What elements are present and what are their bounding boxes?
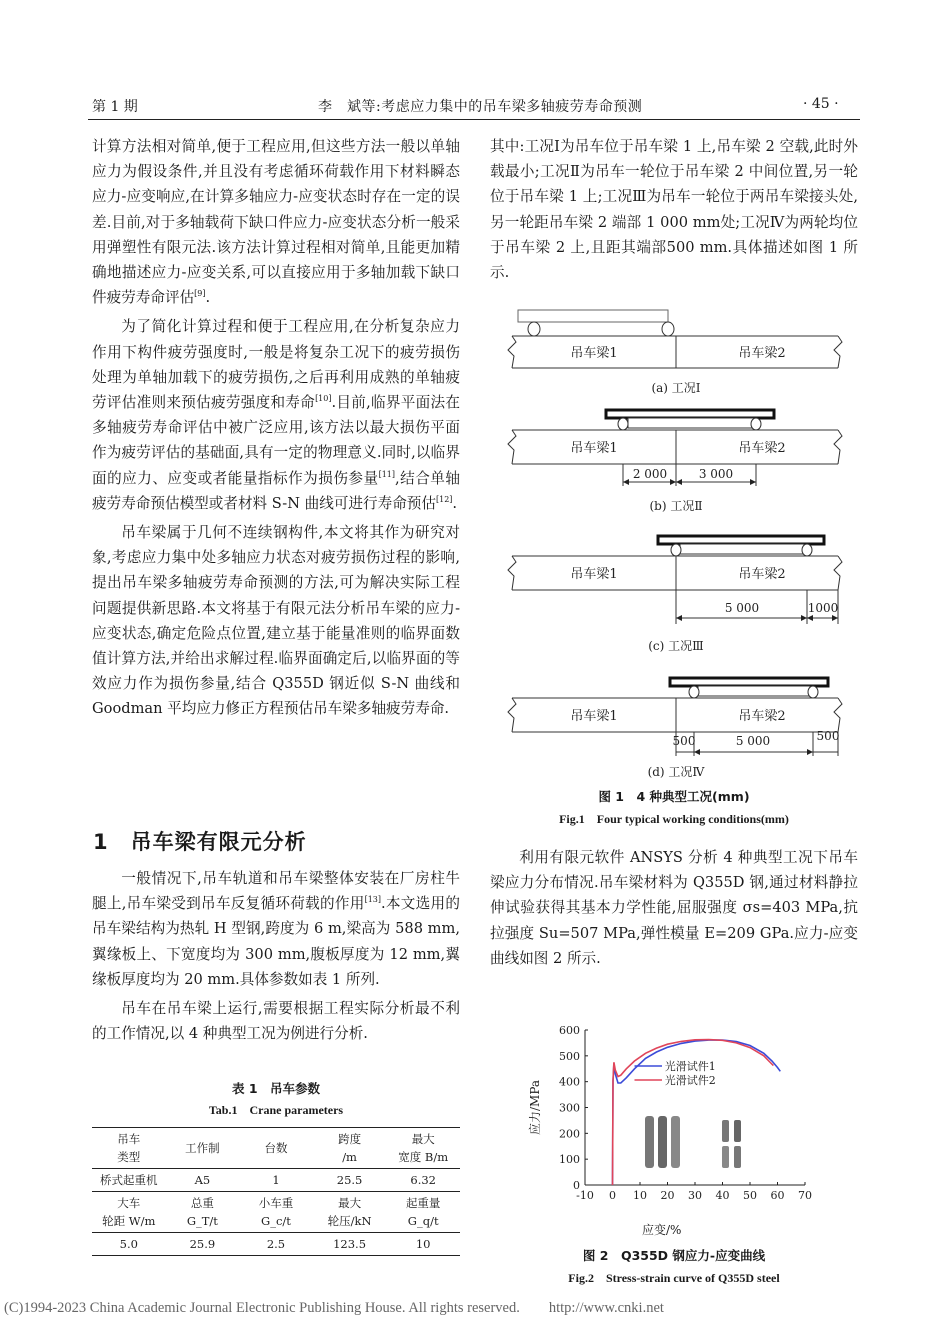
beam-2-label: 吊车梁2 <box>738 709 786 724</box>
crane-body <box>658 536 824 544</box>
table1-caption-en: Tab.1 Crane parameters <box>208 1103 344 1117</box>
paragraph-2: 为了简化计算过程和便于工程应用,在分析复杂应力作用下构件疲劳强度时,一般是将复杂工况下的疲劳损伤处理为单轴加载下的疲劳损伤,之后再利用成熟的单轴疲劳评估准则来预估疲劳强度和寿命[10].目前,临界平面法在多轴疲劳寿命评估中被广泛应用,该方法以最大损伤平面作为疲劳评估的基础面,具有一定的物理意义.同时,以临界面的应力、应变或者能量指标作为损伤参量[11],结合单轴疲劳寿命预估模型或者材料 S-N 曲线可进行寿命预估[12]. <box>92 318 460 512</box>
specimen-image <box>671 1116 680 1168</box>
dimension-label: 5 000 <box>735 734 771 748</box>
x-tick-label: 10 <box>633 1189 647 1202</box>
y-tick-label: 0 <box>573 1179 580 1192</box>
figure1-caption-cn: 图 1 4 种典型工况(mm) <box>598 789 750 804</box>
table1-caption-cn: 表 1 吊车参数 <box>231 1081 321 1096</box>
legend-label: 光滑试件1 <box>664 1060 716 1073</box>
wheel <box>662 322 674 336</box>
x-tick-label: 20 <box>660 1189 675 1202</box>
crane-body <box>628 418 754 428</box>
x-axis-label: 应变/% <box>642 1223 682 1237</box>
paragraph-3: 吊车梁属于几何不连续钢构件,本文将其作为研究对象,考虑应力集中处多轴应力状态对疲劳损伤过程的影响,提出吊车梁多轴疲劳寿命预测的方法,可为解决实际工程问题提供新思路.本文将基于有限元法分析吊车梁的应力-应变状态,确定危险点位置,建立基于能量准则的临界面数值计算方法,并给出求解过程.临界面确定后,以临界面的等效应力作为损伤参量,结合 Q355D 钢近似 S-N 曲线和 Goodman 平均应力修正方程预估吊车梁多轴疲劳寿命. <box>92 524 460 718</box>
beam-2-label: 吊车梁2 <box>738 441 786 456</box>
left-column-2 <box>92 866 460 1046</box>
specimen-image <box>658 1116 667 1168</box>
wheel <box>689 686 699 698</box>
y-tick-label: 500 <box>559 1049 580 1063</box>
figure2-caption-en: Fig.2 Stress-strain curve of Q355D steel <box>568 1271 780 1285</box>
stress-strain-chart <box>520 1020 820 1210</box>
dimension-label: 500 <box>672 734 696 748</box>
page-number: · 45 · <box>803 96 839 112</box>
left-column <box>92 134 460 722</box>
paragraph-5: 吊车在吊车梁上运行,需要根据工程实际分析最不利的工作情况,以 4 种典型工况为例进行分析. <box>92 1000 460 1043</box>
crane-body <box>518 310 668 322</box>
y-axis-label: 应力/MPa <box>528 1079 542 1136</box>
right-column-top <box>490 134 858 285</box>
table-row: 5.0 25.9 2.5 123.5 10 <box>92 1233 460 1256</box>
x-tick-label: 40 <box>715 1189 730 1202</box>
paragraph-4: 一般情况下,吊车轨道和吊车梁整体安装在厂房柱牛腿上,吊车梁受到吊车反复循环荷载的作用[13].本文选用的吊车梁结构为热轧 H 型钢,跨度为 6 m,梁高为 588 mm,翼缘板上、下宽度均为 300 mm,腹板厚度为 12 mm,翼缘板厚度均为 20 mm.具体参数如表 1 所列. <box>92 870 461 988</box>
x-tick-label: 30 <box>688 1189 702 1202</box>
chart-axes <box>527 1024 812 1202</box>
paragraph-right-2: 利用有限元软件 ANSYS 分析 4 种典型工况下吊车梁应力分布情况.吊车梁材料为 Q355D 钢,通过材料静拉伸试验获得其基本力学性能,屈服强度 σs=403 MPa,抗拉强度 Su=507 MPa,弹性模量 E=209 GPa.应力-应变曲线如图 2 所示. <box>490 849 858 967</box>
dimension-label: 1000 <box>807 601 839 615</box>
specimen-image <box>734 1146 741 1168</box>
beam-1-label: 吊车梁1 <box>570 567 618 582</box>
wheel <box>751 418 761 430</box>
wheel <box>528 322 540 336</box>
specimen-image <box>722 1146 729 1168</box>
x-tick-label: 60 <box>770 1189 785 1202</box>
specimen-image <box>722 1120 729 1142</box>
wheel <box>808 686 818 698</box>
crane-parameter-table <box>92 1127 460 1256</box>
x-tick-label: 50 <box>743 1189 757 1202</box>
specimen-image <box>734 1120 741 1142</box>
dimension-label: 3 000 <box>698 467 734 481</box>
dimension-label: 5 000 <box>724 601 760 615</box>
specimen-photos <box>645 1116 741 1168</box>
wheel <box>671 544 681 556</box>
paragraph-right-1: 其中:工况Ⅰ为吊车位于吊车梁 1 上,吊车梁 2 空载,此时外载最小;工况Ⅱ为吊车一轮位于吊车梁 2 中间位置,另一轮位于吊车梁 1 上;工况Ⅲ为吊车一轮位于两吊车梁接头处,另一轮距吊车梁 2 端部 1 000 mm处;工况Ⅳ为两轮均位于吊车梁 2 上,且距其端部500 mm.具体描述如图 1 所示. <box>490 138 858 282</box>
y-tick-label: 200 <box>559 1127 580 1141</box>
dimension-label: 2 000 <box>632 467 668 481</box>
y-tick-label: 600 <box>559 1024 580 1037</box>
section-heading: 1 吊车梁有限元分析 <box>93 830 307 854</box>
copyright-footer: (C)1994-2023 China Academic Journal Electronic Publishing House. All rights reserved. http://www.cnki.net <box>4 1300 664 1316</box>
beam-1-label: 吊车梁1 <box>570 346 618 361</box>
figure2-caption-cn: 图 2 Q355D 钢应力-应变曲线 <box>582 1248 766 1263</box>
condition-a-diagram <box>508 310 842 368</box>
right-column-mid <box>490 845 858 971</box>
header-rule <box>88 119 860 120</box>
beam-1-label: 吊车梁1 <box>570 709 618 724</box>
chart-legend <box>635 1059 716 1087</box>
running-title: 李 斌等:考虑应力集中的吊车梁多轴疲劳寿命预测 <box>318 99 643 115</box>
dimension-label: 500 <box>816 729 840 743</box>
specimen-image <box>645 1116 654 1168</box>
beam-2-label: 吊车梁2 <box>738 346 786 361</box>
journal-issue: 第 1 期 <box>92 99 138 115</box>
wheel <box>618 418 628 430</box>
y-tick-label: 400 <box>559 1075 580 1089</box>
table-header-row: 大车 轮距 W/m 总重 G_T/t 小车重 G_c/t 最大 轮压/kN 起重量 G_q/t <box>92 1192 460 1233</box>
figure-1-working-conditions <box>500 300 850 800</box>
subcaption-b: (b) 工况Ⅱ <box>649 499 703 513</box>
paragraph-1: 计算方法相对简单,便于工程应用,但这些方法一般以单轴应力为假设条件,并且没有考虑循环荷载作用下材料瞬态应力-应变响应,在计算多轴应力-应变状态时存在一定的误差.目前,对于多轴载荷下缺口件应力-应变状态分析一般采用弹塑性有限元法.该方法计算过程相对简单,且能更加精确地描述应力-应变关系,可以直接应用于多轴加载下缺口件疲劳寿命评估[9]. <box>92 138 460 307</box>
crane-body <box>698 686 810 696</box>
table-header-row: 吊车 类型 工作制 台数 跨度 /m 最大 宽度 B/m <box>92 1128 460 1169</box>
table-row: 桥式起重机 A5 1 25.5 6.32 <box>92 1169 460 1192</box>
condition-b-diagram <box>508 410 842 486</box>
subcaption-c: (c) 工况Ⅲ <box>648 639 704 653</box>
y-tick-label: 100 <box>559 1153 580 1167</box>
beam-2-label: 吊车梁2 <box>738 567 786 582</box>
crane-body <box>670 678 828 686</box>
x-tick-label: 0 <box>609 1189 616 1202</box>
x-tick-label: -10 <box>576 1189 594 1202</box>
subcaption-d: (d) 工况Ⅳ <box>647 765 705 779</box>
condition-c-diagram <box>508 536 842 624</box>
subcaption-a: (a) 工况Ⅰ <box>651 381 701 395</box>
y-tick-label: 300 <box>559 1101 580 1115</box>
x-tick-label: 70 <box>798 1189 812 1202</box>
wheel <box>802 544 812 556</box>
crane-body <box>606 410 774 418</box>
crane-body <box>680 544 804 554</box>
legend-label: 光滑试件2 <box>664 1074 716 1087</box>
figure1-caption-en: Fig.1 Four typical working conditions(mm) <box>559 812 789 826</box>
beam-1-label: 吊车梁1 <box>570 441 618 456</box>
